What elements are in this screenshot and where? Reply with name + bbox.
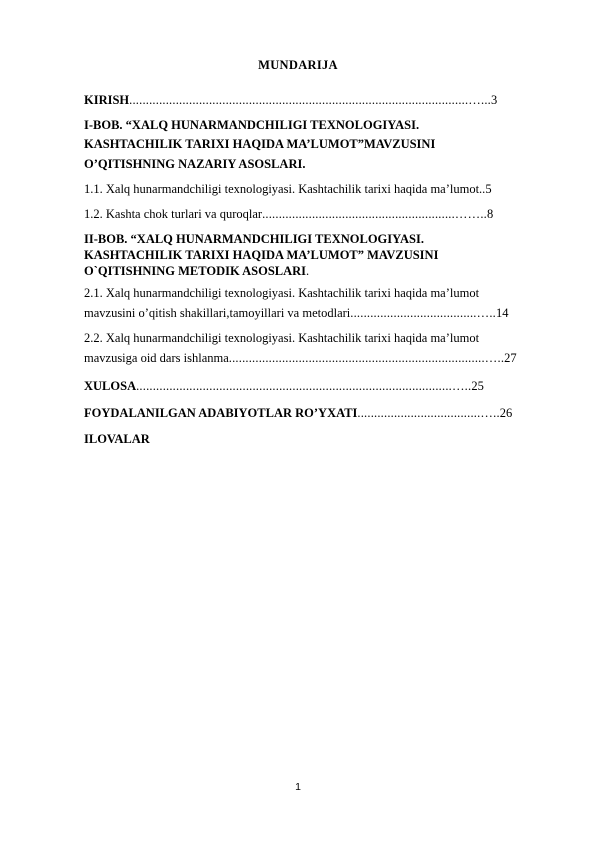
toc-entry-xulosa xyxy=(84,379,546,394)
toc-entry-2-1-line1: 2.1. Xalq hunarmandchiligi texnologiyasi. Kashtachilik tarixi haqida ma’lumot xyxy=(84,286,480,300)
toc-leader-dots: ......................................….. xyxy=(350,306,496,320)
toc-leader-dots: ......................................................................................................…... xyxy=(129,93,491,107)
toc-page-number: 8 xyxy=(486,207,494,221)
toc-page-number: 5 xyxy=(485,182,492,196)
toc-entry-text: mavzusiga oid dars ishlanma xyxy=(84,351,229,365)
toc-entry-label: FOYDALANILGAN ADABIYOTLAR RO’YXATI xyxy=(84,406,358,420)
toc-entry-text: mavzusini o’qitish shakillari,tamoyillari va metodlari xyxy=(84,306,351,320)
toc-entry-2-1-line2 xyxy=(84,306,546,321)
toc-leader-dots: .............................................................................….. xyxy=(228,351,505,365)
toc-entry-label: KIRISH xyxy=(84,93,130,107)
toc-page-number: 25 xyxy=(471,379,484,393)
toc-entry-text: 1.1. Xalq hunarmandchiligi texnologiyasi. Kashtachilik tarixi haqida ma’lumot.. xyxy=(84,182,486,196)
toc-entry-kirish xyxy=(84,93,546,108)
toc-entry-2-2-line1: 2.2. Xalq hunarmandchiligi texnologiyasi. Kashtachilik tarixi haqida ma’lumot xyxy=(84,331,480,345)
toc-leader-dots: .....................................….. xyxy=(357,406,500,420)
toc-chapter1-line1: I-BOB. “XALQ HUNARMANDCHILIGI TEXNOLOGIYASI. xyxy=(84,118,420,132)
toc-entry-adabiyotlar xyxy=(84,406,546,421)
toc-chapter1-line3: O’QITISHNING NAZARIY ASOSLARI. xyxy=(84,157,306,171)
toc-page-number: 14 xyxy=(495,306,509,320)
toc-entry-label: XULOSA xyxy=(84,379,137,393)
toc-entry-ilovalar: ILOVALAR xyxy=(84,432,150,446)
toc-chapter1-line2: KASHTACHILIK TARIXI HAQIDA MA’LUMOT”MAVZUSINI xyxy=(84,137,436,151)
toc-leader-dots: ...............................................................................................….. xyxy=(136,379,472,393)
page-title: MUNDARIJA xyxy=(258,58,338,72)
toc-chapter2-line3 xyxy=(84,264,546,279)
toc-chapter2-line3-text: O`QITISHNING METODIK ASOSLARI xyxy=(84,264,307,278)
toc-page-number: 26 xyxy=(499,406,513,420)
toc-entry-2-2-line2 xyxy=(84,351,546,366)
toc-page-number: 27 xyxy=(504,351,517,365)
toc-chapter2-line1: II-BOB. “XALQ HUNARMANDCHILIGI TEXNOLOGIYASI. xyxy=(84,232,424,246)
toc-entry-1-1 xyxy=(84,182,546,197)
toc-page-number: 3 xyxy=(490,93,498,107)
page-number: 1 xyxy=(295,781,301,793)
toc-leader-dots: ..........................................................…….. xyxy=(262,207,487,221)
toc-chapter2-line2: KASHTACHILIK TARIXI HAQIDA MA’LUMOT” MAVZUSINI xyxy=(84,248,439,262)
toc-entry-1-2 xyxy=(84,207,546,222)
toc-entry-text: 1.2. Kashta chok turlari va quroqlar xyxy=(84,207,263,221)
toc-chapter2-line3-period: . xyxy=(306,264,310,278)
